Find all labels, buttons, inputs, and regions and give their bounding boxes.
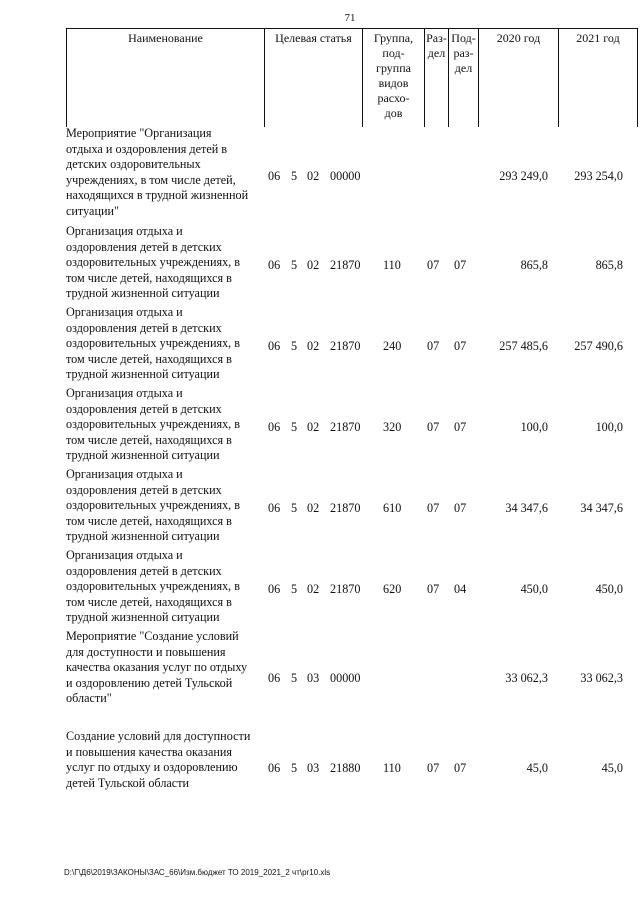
header-name: [66, 29, 264, 127]
row-name-line: трудной жизненной ситуации: [66, 286, 220, 301]
target-article-subprogram: 5: [291, 339, 298, 353]
row-value-2020: 34 347,6: [505, 501, 548, 515]
row-name-line: трудной жизненной ситуации: [66, 367, 220, 382]
row-name-line: том числе детей, находящихся в: [66, 513, 232, 528]
row-name-line: для доступности и повышения: [66, 644, 226, 659]
row-name-line: учреждениях, в том числе детей,: [66, 172, 236, 187]
row-name-line: оздоровительных учреждениях, в: [66, 417, 241, 432]
target-article-program: 06: [268, 169, 281, 183]
row-name-line: оздоровления детей в детских: [66, 482, 222, 497]
target-article-subprogram: 5: [291, 761, 298, 775]
target-article-direction: 21870: [330, 339, 361, 353]
target-article-program: 06: [268, 761, 281, 775]
row-value-2020: 865,8: [520, 258, 548, 272]
row-name-line: находящихся в трудной жизненной: [66, 188, 249, 203]
row-name-line: ситуации": [66, 203, 119, 218]
row-name: [66, 224, 264, 302]
row-name: [66, 629, 264, 707]
row-name-line: качества оказания услуг по отдыху: [66, 660, 248, 675]
row-name-line: оздоровления детей в детских: [66, 563, 222, 578]
header-subsection-line: Под-: [451, 31, 476, 45]
target-article-program: 06: [268, 501, 281, 515]
row-value-2021: 257 490,6: [574, 339, 623, 353]
header-year-2021-label: 2021 год: [576, 31, 620, 45]
row-name: [66, 126, 264, 220]
row-name-line: том числе детей, находящихся в: [66, 351, 232, 366]
header-year-2021: [558, 29, 638, 127]
target-article-subprogram: 5: [291, 258, 298, 272]
header-section: [424, 29, 448, 127]
page-number: 71: [344, 12, 356, 24]
target-article-direction: 00000: [330, 169, 361, 183]
target-article-main-activity: 02: [307, 582, 320, 596]
target-article-direction: 21870: [330, 501, 361, 515]
row-name-line: том числе детей, находящихся в: [66, 432, 232, 447]
row-value-2021: 100,0: [595, 420, 623, 434]
target-article-direction: 21880: [330, 761, 361, 775]
row-value-2020: 45,0: [526, 761, 548, 775]
target-article-program: 06: [268, 339, 281, 353]
target-article-subprogram: 5: [291, 582, 298, 596]
header-year-2020-label: 2020 год: [496, 31, 541, 45]
row-name-line: оздоровления детей в детских: [66, 401, 222, 416]
target-article-direction: 21870: [330, 582, 361, 596]
target-article-main-activity: 03: [307, 761, 320, 775]
row-name-line: детских оздоровительных: [66, 157, 201, 172]
header-expense-group-line: под-: [382, 46, 405, 60]
row-subsection: 07: [454, 258, 467, 272]
header-subsection-line: раз-: [453, 46, 474, 60]
row-name-line: Организация отдыха и: [66, 467, 183, 481]
row-expense-group: 610: [383, 501, 402, 515]
header-expense-group-line: расхо-: [377, 91, 410, 105]
target-article-program: 06: [268, 420, 281, 434]
target-article-main-activity: 02: [307, 420, 320, 434]
header-subsection: [448, 29, 478, 127]
header-expense-group-line: дов: [384, 106, 403, 120]
target-article-subprogram: 5: [291, 501, 298, 515]
row-name: [66, 467, 264, 545]
row-expense-group: 620: [383, 582, 402, 596]
header-name-label: Наименование: [128, 31, 203, 45]
header-subsection-line: дел: [454, 61, 473, 75]
row-value-2020: 33 062,3: [505, 671, 548, 685]
row-value-2021: 293 254,0: [574, 169, 623, 183]
row-name-line: трудной жизненной ситуации: [66, 529, 220, 544]
header-section-line: Раз-: [426, 31, 447, 45]
target-article-direction: 21870: [330, 420, 361, 434]
row-name: [66, 548, 264, 626]
row-name: [66, 729, 264, 791]
row-section: 07: [427, 761, 440, 775]
target-article-subprogram: 5: [291, 169, 298, 183]
row-value-2021: 33 062,3: [580, 671, 623, 685]
row-name-line: оздоровительных учреждениях, в: [66, 255, 241, 270]
row-value-2020: 293 249,0: [499, 169, 548, 183]
row-name-line: Организация отдыха и: [66, 548, 183, 562]
target-article-program: 06: [268, 671, 281, 685]
target-article-main-activity: 02: [307, 169, 320, 183]
row-name-line: Организация отдыха и: [66, 386, 183, 400]
row-name-line: том числе детей, находящихся в: [66, 270, 232, 285]
table-header: [66, 28, 638, 127]
row-name-line: детей Тульской области: [66, 775, 190, 790]
row-subsection: 07: [454, 501, 467, 515]
header-year-2020: [478, 29, 558, 127]
row-name-line: услуг по отдыху и оздоровлению: [66, 760, 238, 775]
row-expense-group: 110: [383, 258, 401, 272]
row-name-line: оздоровительных учреждениях, в: [66, 336, 241, 351]
row-section: 07: [427, 258, 440, 272]
row-name: [66, 386, 264, 464]
row-name-line: Организация отдыха и: [66, 224, 183, 238]
header-section-line: дел: [427, 46, 446, 60]
row-subsection: 07: [454, 420, 467, 434]
row-name-line: Мероприятие "Создание условий: [66, 629, 239, 643]
header-expense-group-line: группа: [376, 61, 411, 75]
row-name-line: и оздоровлению детей Тульской: [66, 675, 233, 690]
header-expense-group: [362, 29, 424, 127]
target-article-subprogram: 5: [291, 420, 298, 434]
row-name-line: Организация отдыха и: [66, 305, 183, 319]
row-section: 07: [427, 501, 440, 515]
row-name-line: области": [66, 691, 112, 706]
row-name-line: Создание условий для доступности: [66, 729, 251, 743]
row-subsection: 07: [454, 761, 467, 775]
row-name-line: и повышения качества оказания: [66, 744, 233, 759]
row-name-line: отдыха и оздоровления детей в: [66, 141, 228, 156]
row-name-line: трудной жизненной ситуации: [66, 448, 220, 463]
target-article-program: 06: [268, 582, 281, 596]
target-article-direction: 21870: [330, 258, 361, 272]
row-name: [66, 305, 264, 383]
header-expense-group-line: Группа,: [373, 31, 414, 45]
row-section: 07: [427, 582, 440, 596]
row-section: 07: [427, 420, 440, 434]
row-section: 07: [427, 339, 440, 353]
header-expense-group-line: видов: [378, 76, 409, 90]
row-expense-group: 240: [383, 339, 402, 353]
row-value-2021: 450,0: [595, 582, 623, 596]
row-value-2021: 865,8: [595, 258, 623, 272]
target-article-main-activity: 02: [307, 339, 320, 353]
row-expense-group: 320: [383, 420, 402, 434]
target-article-program: 06: [268, 258, 281, 272]
target-article-main-activity: 03: [307, 671, 320, 685]
header-target-article-label: Целевая статья: [275, 31, 352, 45]
row-name-line: оздоровления детей в детских: [66, 239, 222, 254]
row-name-line: оздоровительных учреждениях, в: [66, 579, 241, 594]
row-value-2021: 45,0: [601, 761, 623, 775]
row-value-2020: 257 485,6: [499, 339, 548, 353]
row-name-line: Мероприятие "Организация: [66, 126, 212, 140]
target-article-main-activity: 02: [307, 501, 320, 515]
row-value-2021: 34 347,6: [580, 501, 623, 515]
target-article-direction: 00000: [330, 671, 361, 685]
row-name-line: том числе детей, находящихся в: [66, 594, 232, 609]
target-article-subprogram: 5: [291, 671, 298, 685]
row-expense-group: 110: [383, 761, 401, 775]
row-name-line: оздоровления детей в детских: [66, 320, 222, 335]
row-name-line: трудной жизненной ситуации: [66, 610, 220, 625]
target-article-main-activity: 02: [307, 258, 320, 272]
row-subsection: 04: [454, 582, 467, 596]
row-value-2020: 450,0: [520, 582, 548, 596]
file-path-footer: D:\Г\Д6\2019\ЗАКОНЫ\ЗАС_66\Изм.бюджет ТО 2019_2021_2 чт\pr10.xls: [64, 868, 331, 877]
row-name-line: оздоровительных учреждениях, в: [66, 498, 241, 513]
header-target-article: [264, 29, 362, 127]
row-subsection: 07: [454, 339, 467, 353]
row-value-2020: 100,0: [520, 420, 548, 434]
